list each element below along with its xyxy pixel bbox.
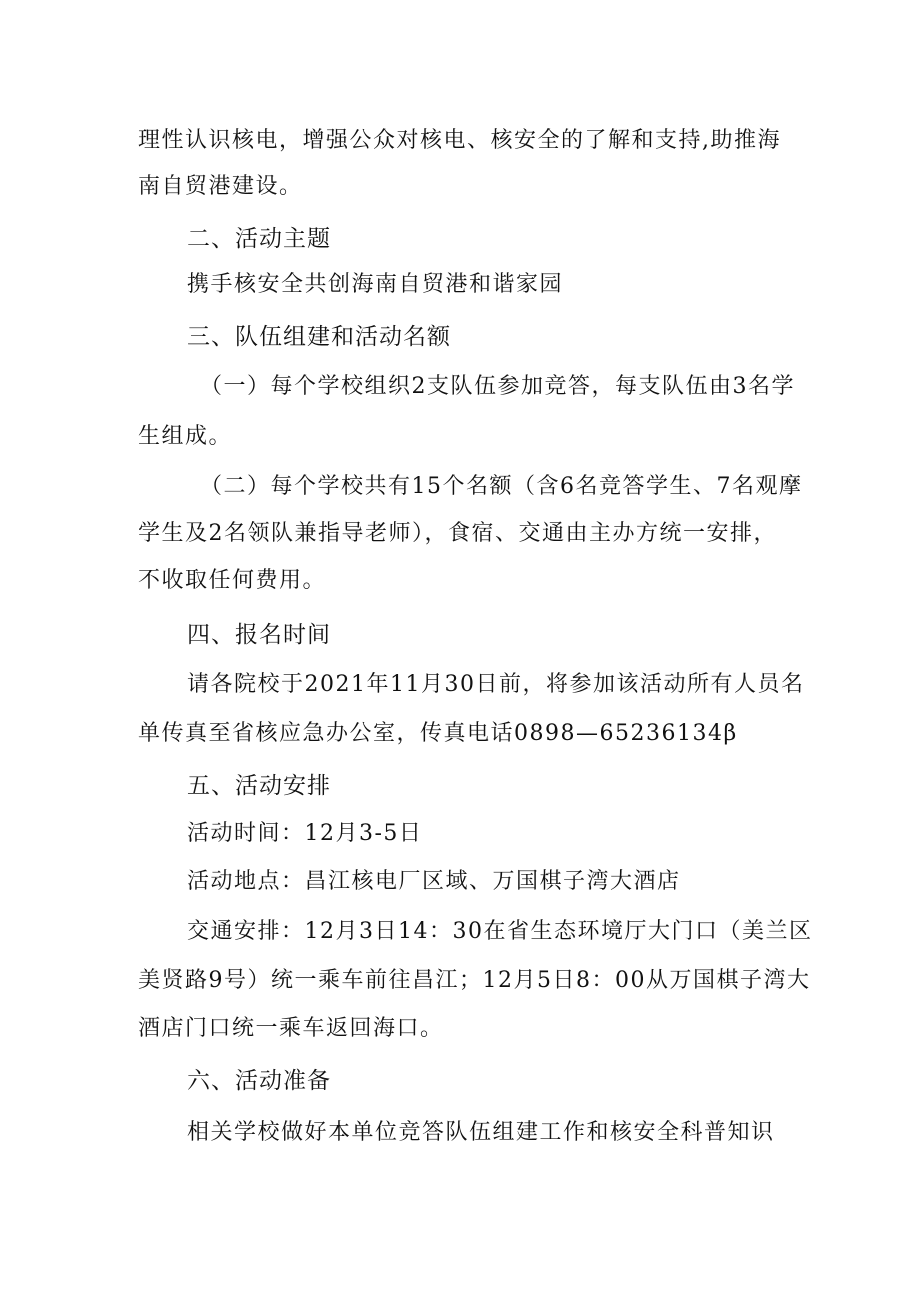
section-heading-theme: 二、活动主题	[187, 226, 331, 252]
section-heading-preparation: 六、活动准备	[187, 1068, 331, 1094]
section-heading-teams: 三、队伍组建和活动名额	[187, 324, 451, 350]
paragraph-line: 生组成。	[138, 424, 233, 449]
paragraph-line: 请各院校于2021年11月30日前，将参加该活动所有人员名	[187, 672, 805, 697]
activity-location: 活动地点：昌江核电厂区域、万国棋子湾大酒店	[187, 869, 681, 894]
paragraph-line: （一）每个学校组织2支队伍参加竞答，每支队伍由3名学	[200, 374, 795, 399]
paragraph-line: 学生及2名领队兼指导老师），食宿、交通由主办方统一安排，	[138, 521, 777, 546]
paragraph-line: 不收取任何费用。	[138, 568, 327, 593]
section-heading-schedule: 五、活动安排	[187, 773, 331, 799]
paragraph-line: 理性认识核电，增强公众对核电、核安全的了解和支持,助推海	[138, 128, 781, 153]
paragraph-line: 酒店门口统一乘车返回海口。	[138, 1016, 444, 1041]
paragraph-line: 美贤路9号）统一乘车前往昌江；12月5日8：00从万国棋子湾大	[138, 968, 811, 993]
theme-text: 携手核安全共创海南自贸港和谐家园	[187, 272, 564, 297]
activity-time: 活动时间：12月3-5日	[187, 821, 423, 846]
paragraph-line: （二）每个学校共有15个名额（含6名竞答学生、7名观摩	[200, 474, 803, 499]
section-heading-registration: 四、报名时间	[187, 622, 331, 648]
paragraph-line: 单传真至省核应急办公室，传真电话0898—65236134β	[138, 721, 738, 746]
paragraph-line: 相关学校做好本单位竞答队伍组建工作和核安全科普知识	[187, 1120, 775, 1145]
paragraph-line: 交通安排：12月3日14：30在省生态环境厅大门口（美兰区	[187, 919, 813, 944]
paragraph-line: 南自贸港建设。	[138, 174, 303, 199]
